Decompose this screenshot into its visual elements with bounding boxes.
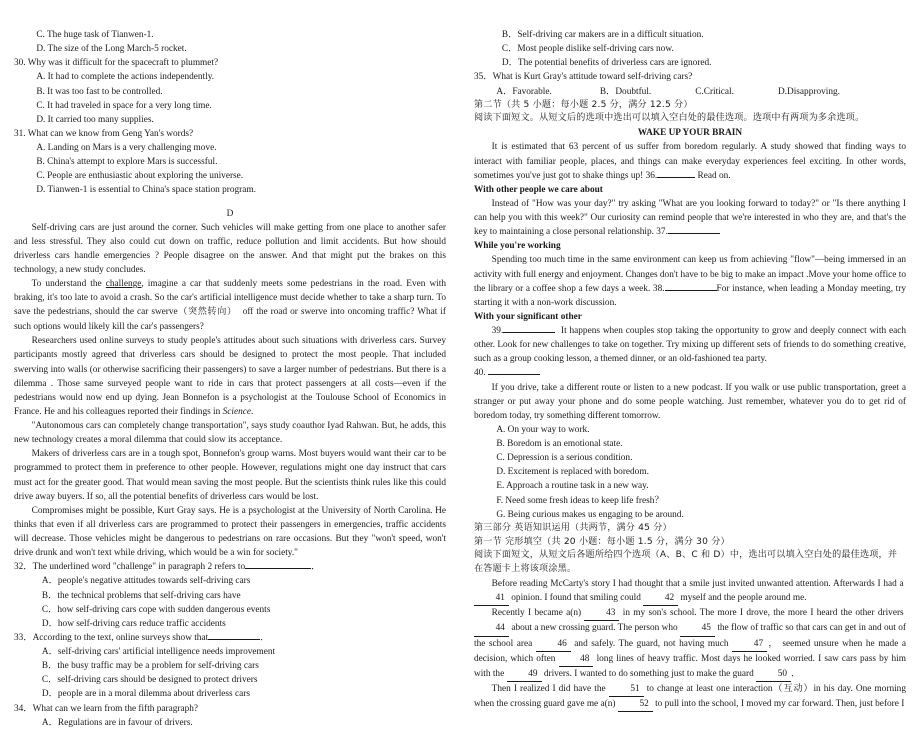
section-2-instruction: 阅读下面短文。从短文后的选项中选出可以填入空白处的最佳选项。选项中有两项为多余选项。 [474,113,865,124]
question-32-stem [14,560,446,574]
part-3-header: 第三部分 英语知识运用（共两节，满分 45 分） [474,522,672,533]
option-item: C. The huge task of Tianwen-1. [36,30,154,40]
blank-39[interactable] [503,324,555,333]
body1-text: Instead of "How was your day?" try asking "What are you looking forward to today?" or "Is there anything I can help you with this week?" Our curiosity can remind people that we're interested in who they are, and that's the key to maintaining a close personal relationship. 37. [474,198,906,238]
option-item: C.Critical. [695,86,734,97]
cloze-p3-c: to pull into the school, I moved my car forward. Then, just before I [655,699,905,709]
answer-blank[interactable] [208,631,260,640]
cloze-p2-c: about a new crossing guard. The person who [511,623,678,634]
option-item: D．The potential benefits of driverless cars are ignored. [501,58,712,69]
passage-title: WAKE UP YOUR BRAIN [637,128,743,139]
cloze-p2-f: ， seemed unsure when he made a decision, which often [474,638,907,664]
option-item: D．how self-driving cars reduce traffic accidents [41,618,226,629]
cloze-paragraph-2 [474,606,906,682]
question-35-options-row [474,85,906,99]
blank-43[interactable]: 43 [584,606,619,621]
cloze-p1-b: opinion. I found that smiling could [511,593,641,604]
blank-36[interactable] [657,169,695,178]
body-paragraph-1 [474,197,906,239]
question-35-stem: 35．What is Kurt Gray's attitude toward self-driving cars? [474,72,693,83]
body4-number: 40. [474,368,486,379]
passage-paragraph-5: Makers of driverless cars are in a tough spot, Bonnefon's group warns. Most buyers would want their car to be programmed to protect them in preference to other people. However, regulations might one day instruct that cars must act for the greater good. That would mean saving the most people. But the scientists think rules like this could drive away buyers. If so, all the potential benefits of driverless cars would be lost. [14,449,446,502]
cloze-p2-a: Recently I became a(n) [491,608,582,619]
option-item: A．self-driving cars' artificial intelligence needs improvement [41,647,276,658]
body-paragraph-4: If you drive, take a different route or listen to a new podcast. If you walk or use public transportation, greet a stranger or put away your phone and do some people watching. Just remember, whatever you do to get rid of boredom today, try something different tomorrow. [474,382,906,421]
blank-50[interactable]: 50 [756,667,791,682]
option-item: A. It had to complete the actions independently. [36,72,215,83]
cloze-p2-b: in my son's school. The more I drove, the more I heard the other drivers [622,608,904,619]
option-item: B. It was too fast to be controlled. [36,86,163,97]
left-column [10,14,460,728]
blank-40[interactable] [488,367,540,376]
body-paragraph-2 [474,253,906,310]
q32-stem-post: ． [311,562,321,573]
choice-item-a: A. On your way to work. [496,424,590,435]
blank-47[interactable]: 47 [732,637,767,652]
option-item: B．the busy traffic may be a problem for self-driving cars [41,661,259,672]
cloze-paragraph-1 [474,577,906,606]
question-31-stem: 31. What can we know from Geng Yan's words? [14,128,194,139]
subheading-3: With your significant other [474,311,582,322]
cloze-p2-i: ． [791,668,801,679]
choice-item-e: E. Approach a routine task in a new way. [496,481,649,492]
cloze-p3-a: Then I realized I did have the [491,683,606,694]
subheading-1: With other people we care about [474,184,603,195]
option-item: B．the technical problems that self-driving cars have [41,590,241,601]
cloze-p2-h: drivers. I wanted to do something just to make the guard [543,668,754,679]
part-3-instruction-line-1: 阅读下面短文，从短文后各题所给四个选项（A、B、C 和 D）中，选出可以填入空白处的最佳选项，并 [474,550,898,561]
q33-stem-pre: 33．According to the text, online surveys show that [14,632,209,643]
choice-item-f: F. Need some fresh ideas to keep life fresh？ [496,495,664,506]
option-item: B．Doubtful. [599,86,652,97]
cloze-paragraph-3 [474,682,906,712]
option-item: A．Favorable. [496,86,552,97]
cloze-p1-c: myself and the people around me. [680,593,807,604]
option-item: C. People are enthusiastic about exploring the universe. [36,171,244,182]
cloze-p3-b: to change at least one interaction（互动）in his day. One morning when the crossing guard gave me a(n) [474,683,906,709]
option-item: A．Regulations are in favour of drivers. [41,717,193,728]
passage-paragraph-2 [14,277,446,334]
question-30-stem: 30. Why was it difficult for the spacecraft to plummet? [14,58,219,69]
part-3-instruction-line-2: 在答题卡上将该项涂黑。 [474,564,577,575]
blank-45[interactable]: 45 [680,621,715,636]
blank-37[interactable] [668,226,720,235]
cloze-p2-g: long lines of heavy traffic. Most days he looked worried. I saw cars pass by him with the [474,653,907,679]
body-paragraph-3 [474,324,906,366]
option-item: B. China's attempt to explore Mars is successful. [36,157,218,168]
para2-chinese-gloss: （突然转向） [177,307,237,318]
section-2-header: 第二节（共 5 小题：每小题 2.5 分，满分 12.5 分） [474,99,693,110]
answer-blank[interactable] [245,561,311,570]
body2-text-b: For instance, when leading a Monday meeting, try starting it with a non-work discussion. [474,283,906,308]
option-item: D. The size of the Long March-5 rocket. [36,44,187,55]
para3-body: Researchers used online surveys to study people's attitudes about such situations with driverless cars. Survey participants mostly agreed that driverless cars should be designed to protect the most people. That included swerving into walls (or otherwise sacrificing their passengers) to save a larger number of pedestrians. But there is a dilemma . Those same surveyed people want to ride in cars that protect passengers at all costs—even if the pedestrians would now end up dying. Jean Bonnefon is a psychologist at the Toulouse School of Economics in France. He and his colleagues reported their findings in [14,336,446,417]
body3-number: 39. [491,326,504,336]
passage-label-d: D [226,208,234,219]
option-item: A. Landing on Mars is a very challenging move. [36,143,217,153]
option-item: C．how self-driving cars cope with sudden dangerous events [41,604,271,615]
option-item: C. It had traveled in space for a very long time. [36,100,212,111]
q33-stem-post: ． [260,632,270,643]
subheading-2: While you're working [474,241,561,252]
option-item: D．people are in a moral dilemma about driverless cars [41,689,250,700]
journal-name-science: Science [222,406,251,417]
para2-post: off the road or swerve into oncoming traffic? What if such options would likely kill the car's passengers? [14,307,446,333]
option-item: D. It carried too many supplies. [36,114,154,125]
question-34-stem: 34．What can we learn from the fifth paragraph? [14,703,199,714]
passage-paragraph-4: "Autonomous cars can completely change transportation", says study coauthor Iyad Rahwan. But, he adds, this new technology creates a moral dilemma that could slow its acceptance. [14,421,446,446]
para3-tail: . [251,406,254,417]
blank-52[interactable]: 52 [618,697,653,712]
blank-42[interactable]: 42 [643,591,678,606]
choice-item-c: C. Depression is a serious condition. [496,453,633,464]
cloze-p2-e: and safely. The guard, not having much [574,638,729,649]
choice-item-d: D. Excitement is replaced with boredom. [496,467,649,478]
blank-40-line [474,366,906,380]
body2-text-a: Spending too much time in the same environment can keep us from achieving "flow"—being immersed in an activity with full energy and enjoyment. Changes don't have to be big to make an impact .Move your home office to the library or a coffee shop a few days a week. 38. [474,255,906,294]
passage-paragraph-6: Compromises might be possible, Kurt Gray says. He is a psychologist at the University of North Carolina. He thinks that even if all driverless cars are programmed to protect their passengers in emergencies, traffic accidents will decrease. Those vehicles might be dangerous to pedestrians on rare occasions. But they "won't speed, won't drive drunk and won't text while driving, which would be a win for society." [14,505,446,559]
para2-mid: , imagine a car that suddenly meets some pedestrians in the road. Even with braking, it's too late to avoid a crash. So the car's artificial intelligence must decide whether to take a sharp turn. To save the pedestrians, should the car swerve [14,279,446,318]
cloze-p2-d: the flow of traffic so that cars can get in and out of the school area [474,623,906,649]
intro-text-b: Read on. [697,170,731,181]
option-item: A．people's negative attitudes towards self-driving cars [41,576,251,587]
passage-paragraph-1: Self-driving cars are just around the corner. Such vehicles will make getting from one place to another safer and less stressful. They also could cut down on traffic, reduce pollution and limit accidents. But how should driverless cars handle emergencies ? People disagree on the answer. And that might put the brakes on this technology, a new study concludes. [14,222,446,275]
blank-41[interactable]: 41 [474,591,509,606]
blank-46[interactable]: 46 [536,637,571,652]
q32-stem-pre: 32．The underlined word "challenge" in paragraph 2 refers to [14,562,246,573]
blank-48[interactable]: 48 [559,652,594,667]
cloze-p1-a: Before reading McCarty's story I had thought that a smile just invited unwanted attention. Afterwards I had a [491,579,904,589]
blank-51[interactable]: 51 [609,682,644,697]
question-33-stem [14,631,446,645]
option-item: D.Disapproving. [777,86,840,97]
passage-paragraph-3 [14,334,446,419]
blank-49[interactable]: 49 [507,667,542,682]
body3-text: It happens when couples stop taking the opportunity to grow and deeply connect with each other. Look for new challenges to take on together. Try mixing up different sets of friends to do something creative, such as a group cooking lesson, a themed dinner, or an old-fashioned tea party. [474,326,907,365]
option-item: B．Self-driving car makers are in a difficult situation. [501,30,704,40]
blank-38[interactable] [665,282,717,291]
intro-paragraph [474,140,906,182]
blank-44[interactable]: 44 [474,621,509,636]
para2-pre: To understand the [31,279,106,290]
option-item: C．self-driving cars should be designed to protect drivers [41,675,258,686]
right-column [460,14,910,709]
underlined-challenge: challenge [105,279,142,290]
intro-text-a: It is estimated that 63 percent of us suffer from boredom regularly. A study showed that finding ways to interact with familiar people, places, and things can make everyday experiences feel exciting. In other words, sometimes you've just got to shake things up! 36. [474,142,906,181]
part-3-section-1-header: 第一节 完形填空（共 20 小题：每小题 1.5 分，满分 30 分） [474,536,730,547]
option-item: D. Tianwen-1 is essential to China's space station program. [36,185,256,196]
choice-item-b: B. Boredom is an emotional state. [496,439,623,449]
choice-item-g: G. Being curious makes us engaging to be around. [496,509,684,520]
option-item: C．Most people dislike self-driving cars now. [501,44,674,55]
